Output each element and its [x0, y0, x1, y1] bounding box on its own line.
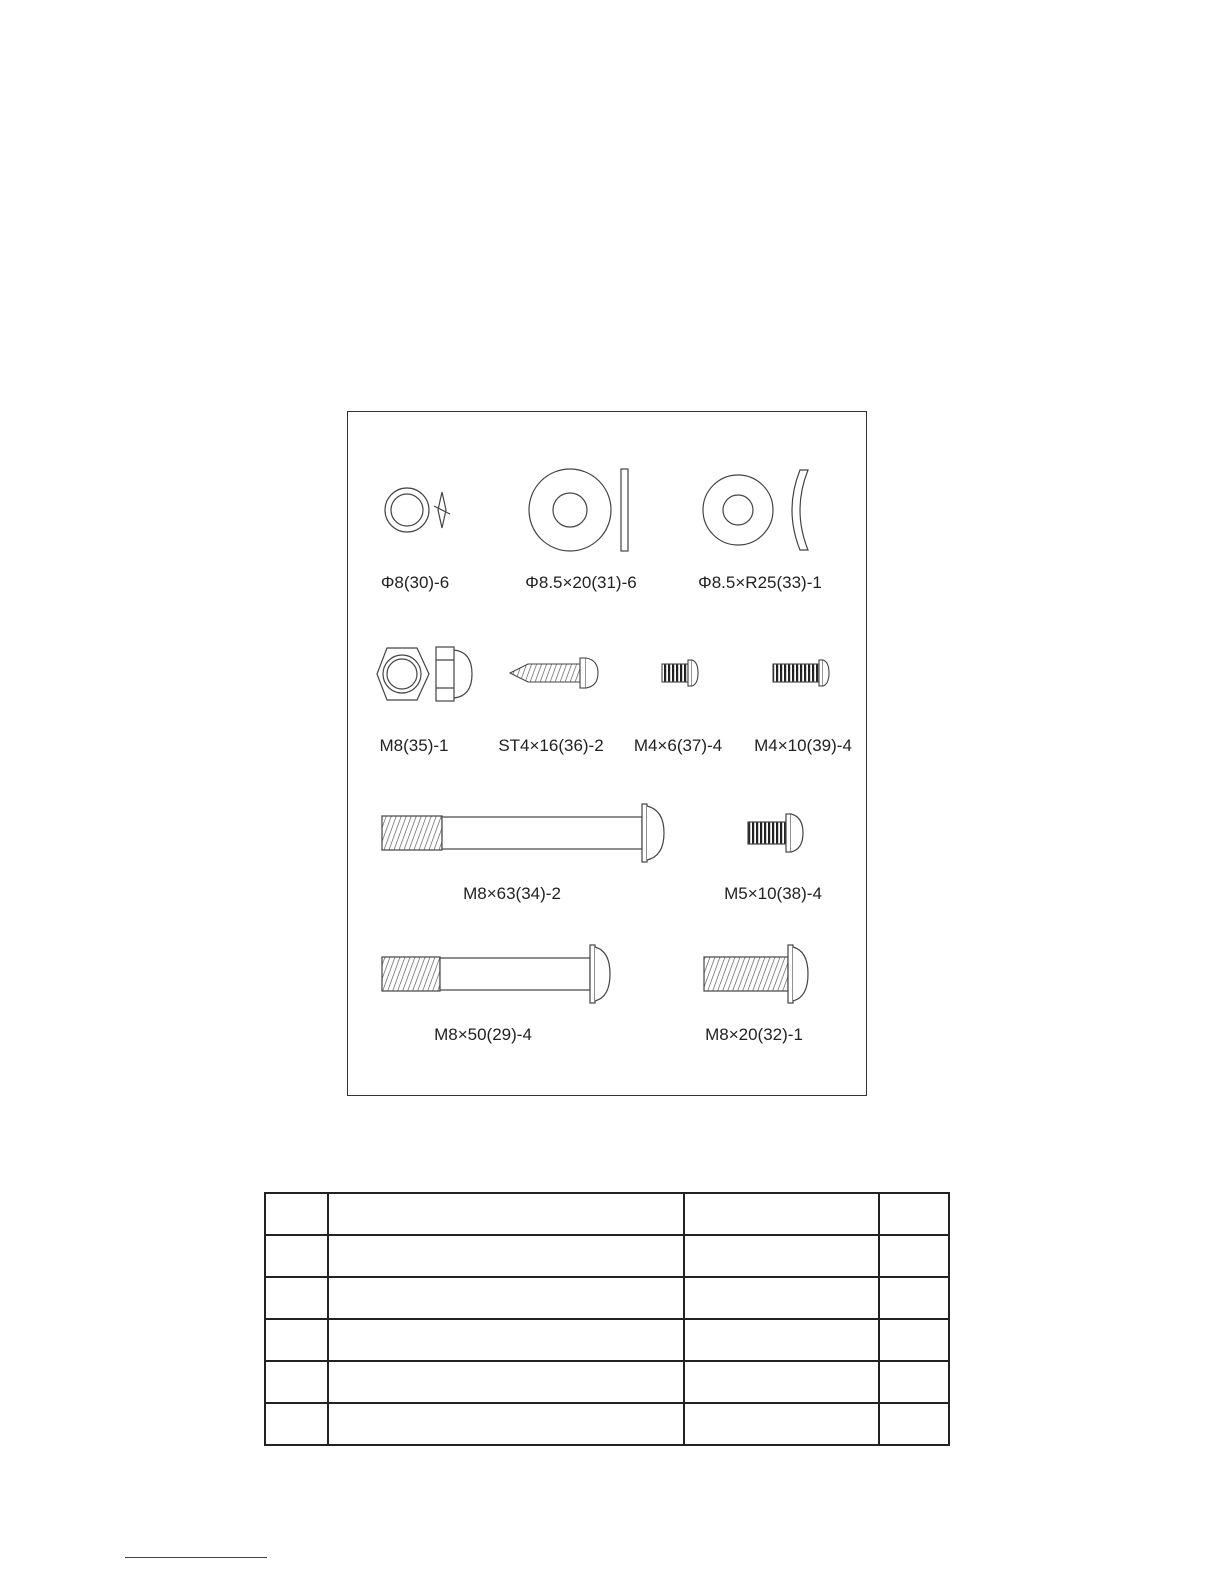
hardware-label: M5×10(38)-4	[724, 884, 822, 903]
table-cell	[265, 1403, 328, 1445]
table-cell	[684, 1403, 879, 1445]
long-bolt-icon	[382, 804, 664, 862]
table-cell	[879, 1235, 949, 1277]
hardware-label: M4×10(39)-4	[754, 736, 852, 755]
table-row	[265, 1361, 949, 1403]
table-row	[265, 1319, 949, 1361]
table-cell	[328, 1235, 684, 1277]
hardware-label: Φ8.5×R25(33)-1	[698, 573, 822, 592]
long-bolt-icon	[382, 945, 610, 1003]
table-cell	[328, 1277, 684, 1319]
table-cell	[328, 1403, 684, 1445]
hardware-label: M8(35)-1	[379, 736, 449, 755]
table-cell	[265, 1235, 328, 1277]
nylon-nut-icon	[377, 647, 472, 701]
table-cell	[265, 1361, 328, 1403]
hardware-label: M8×50(29)-4	[434, 1025, 532, 1044]
table-row	[265, 1403, 949, 1445]
table-cell	[328, 1361, 684, 1403]
table-cell	[684, 1193, 879, 1235]
table-cell	[684, 1361, 879, 1403]
table-cell	[265, 1319, 328, 1361]
hardware-label: ST4×16(36)-2	[498, 736, 604, 755]
short-screw-icon	[662, 660, 698, 686]
hardware-pack-panel	[347, 411, 867, 1096]
table-row	[265, 1193, 949, 1235]
table-cell	[265, 1277, 328, 1319]
table-cell	[265, 1193, 328, 1235]
table-cell	[879, 1361, 949, 1403]
table-cell	[879, 1193, 949, 1235]
hardware-label: Φ8.5×20(31)-6	[525, 573, 637, 592]
screw-icon	[748, 814, 803, 852]
hardware-label: M8×63(34)-2	[463, 884, 561, 903]
spring-washer-icon	[385, 488, 450, 532]
table-cell	[328, 1193, 684, 1235]
table-row	[265, 1235, 949, 1277]
flat-washer-icon	[529, 469, 628, 551]
table-cell	[328, 1319, 684, 1361]
self-tapping-screw-icon	[510, 658, 598, 688]
hardware-label: M4×6(37)-4	[633, 736, 723, 755]
bolt-icon	[704, 945, 808, 1003]
table-cell	[684, 1235, 879, 1277]
table-cell	[684, 1277, 879, 1319]
curved-washer-icon	[703, 470, 808, 550]
footnote-divider	[125, 1557, 267, 1558]
screw-icon	[773, 660, 829, 686]
parts-table	[264, 1192, 950, 1446]
table-row	[265, 1277, 949, 1319]
hardware-label: Φ8(30)-6	[380, 573, 450, 592]
hardware-label: M8×20(32)-1	[705, 1025, 803, 1044]
table-cell	[879, 1319, 949, 1361]
table-cell	[879, 1277, 949, 1319]
table-cell	[684, 1319, 879, 1361]
table-cell	[879, 1403, 949, 1445]
